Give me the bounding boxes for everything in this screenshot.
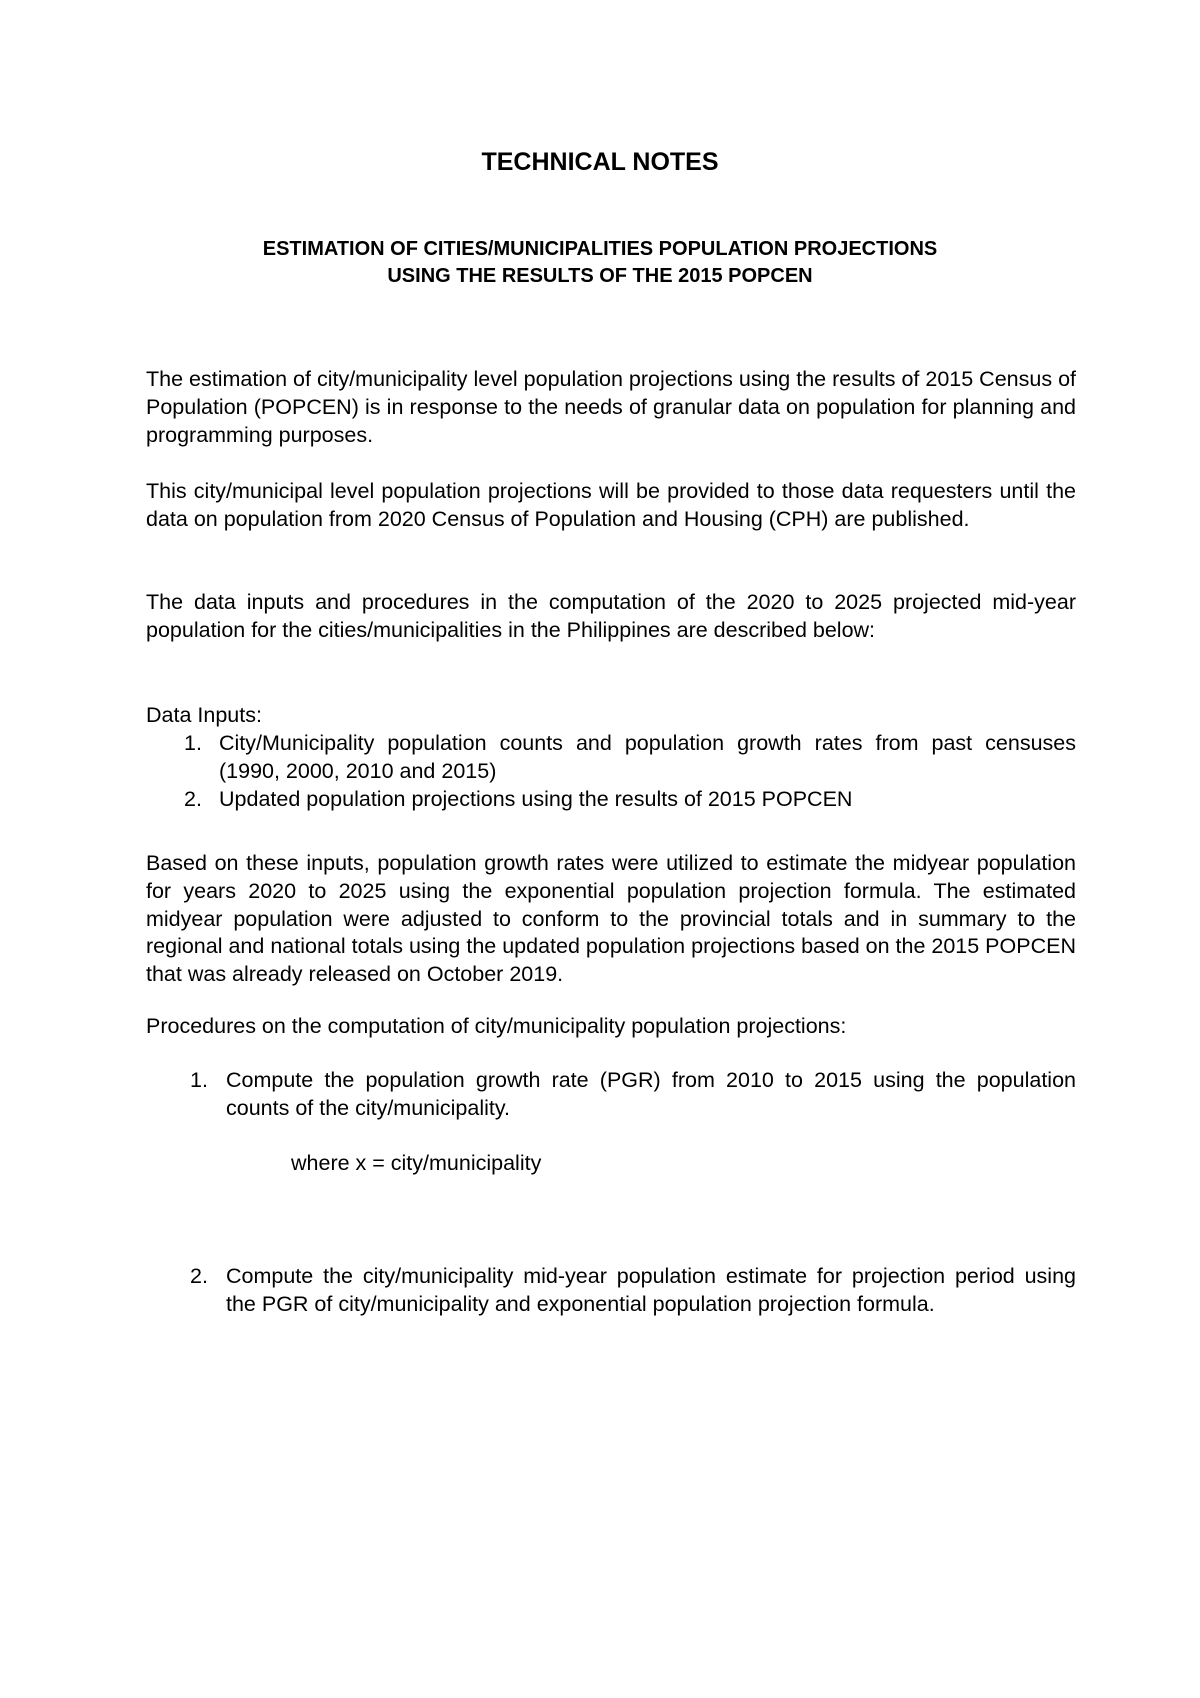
- list-text: City/Municipality population counts and population growth rates from past censuses (1990, 2000, 2010 and 2015): [219, 731, 1076, 783]
- document-subtitle-line-1: ESTIMATION OF CITIES/MUNICIPALITIES POPULATION PROJECTIONS: [262, 238, 938, 260]
- description-paragraph: The data inputs and procedures in the computation of the 2020 to 2025 projected mid-year population for the cities/municipalities in the Philippines are described below:: [146, 590, 1076, 642]
- document-subtitle-line-2: USING THE RESULTS OF THE 2015 POPCEN: [387, 265, 813, 287]
- data-input-item: [184, 786, 1076, 814]
- document-title: TECHNICAL NOTES: [481, 148, 719, 176]
- procedure-item: [190, 1263, 1076, 1347]
- data-input-item: [184, 730, 1076, 786]
- list-number: 1.: [184, 731, 202, 755]
- formula-where-note: where x = city/municipality: [291, 1151, 542, 1175]
- list-text: Updated population projections using the results of 2015 POPCEN: [219, 787, 853, 811]
- methodology-paragraph: Based on these inputs, population growth rates were utilized to estimate the midyear population for years 2020 to 2025 using the exponential population projection formula. The estimated midyear population were adjusted to conform to the provincial totals and in summary to the regional and national totals using the updated population projections based on the 2015 POPCEN that was already released on October 2019.: [146, 851, 1076, 987]
- list-number: 2.: [184, 787, 202, 811]
- availability-paragraph: This city/municipal level population projections will be provided to those data requesters until the data on population from 2020 Census of Population and Housing (CPH) are published.: [146, 479, 1076, 531]
- procedures-intro-paragraph: Procedures on the computation of city/municipality population projections:: [146, 1014, 847, 1038]
- list-text: Compute the population growth rate (PGR) from 2010 to 2015 using the population counts of the city/municipality.: [226, 1068, 1076, 1120]
- procedure-item: [190, 1067, 1076, 1123]
- list-number: 1.: [190, 1068, 208, 1092]
- list-text: Compute the city/municipality mid-year population estimate for projection period using the PGR of city/municipality and exponential population projection formula.: [226, 1264, 1076, 1316]
- list-number: 2.: [190, 1264, 208, 1288]
- intro-paragraph: The estimation of city/municipality level population projections using the results of 2015 Census of Population (POPCEN) is in response to the needs of granular data on population for planning and programming purposes.: [146, 367, 1076, 447]
- data-inputs-label: Data Inputs:: [146, 703, 262, 727]
